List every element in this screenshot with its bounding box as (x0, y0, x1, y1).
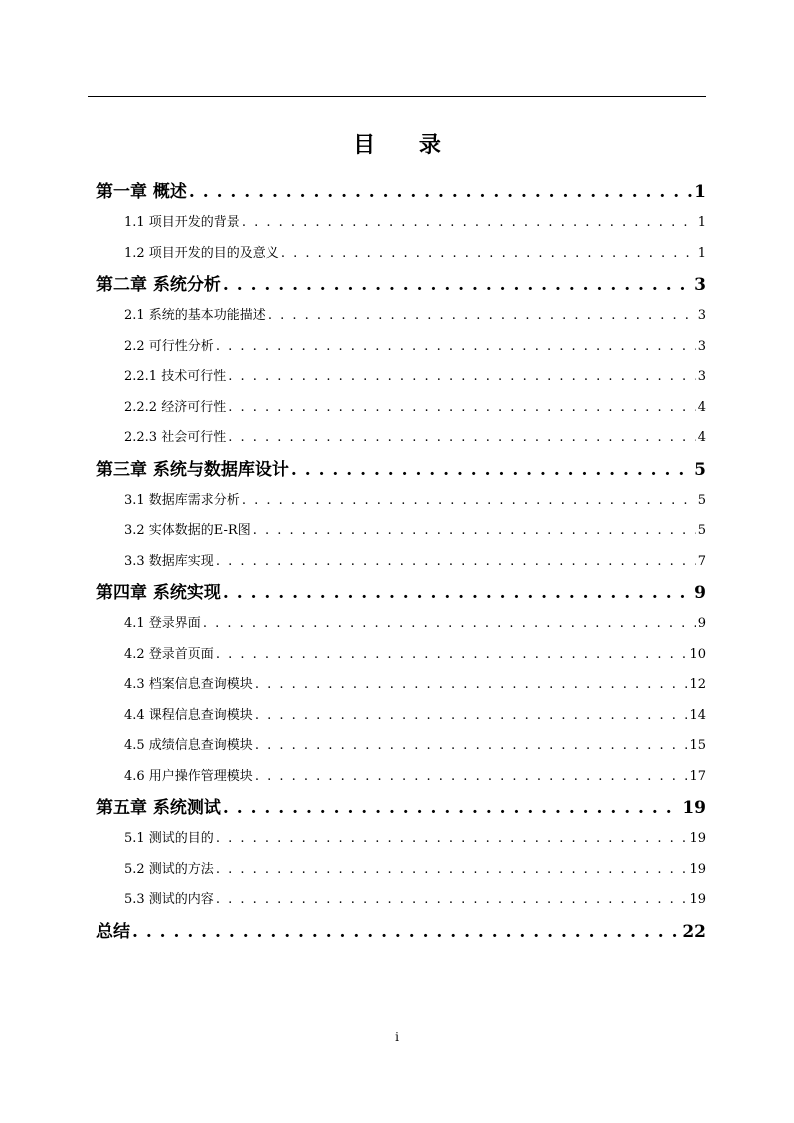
toc-dot-leader (255, 731, 688, 762)
toc-section-entry[interactable] (96, 208, 706, 239)
toc-entry-label: 第一章 概述 (96, 182, 187, 202)
toc-dot-leader (216, 855, 688, 886)
table-of-contents (96, 176, 706, 948)
toc-title: 目 录 (353, 132, 459, 158)
toc-entry-label: 3.3 数据库实现 (124, 553, 214, 569)
toc-section-entry[interactable] (96, 332, 706, 363)
toc-section-entry[interactable] (96, 547, 706, 578)
toc-section-entry[interactable] (96, 640, 706, 671)
toc-dot-leader (281, 239, 696, 270)
toc-entry-page: 19 (682, 798, 706, 818)
toc-section-entry[interactable] (96, 609, 706, 640)
toc-section-entry[interactable] (96, 762, 706, 793)
toc-entry-label: 2.2.2 经济可行性 (124, 399, 227, 415)
toc-entry-page: 19 (689, 892, 706, 907)
toc-dot-leader (253, 516, 696, 547)
toc-entry-page: 14 (689, 707, 706, 723)
toc-entry-page: 7 (697, 553, 706, 569)
toc-entry-label: 4.5 成绩信息查询模块 (124, 738, 253, 753)
toc-dot-leader (255, 762, 688, 793)
toc-chapter-entry[interactable] (96, 454, 706, 486)
toc-entry-label: 第四章 系统实现 (96, 583, 221, 603)
toc-section-entry[interactable] (96, 301, 706, 332)
page-number: i (395, 1030, 399, 1044)
toc-entry-label: 4.1 登录界面 (124, 616, 201, 631)
toc-entry-page: 9 (697, 616, 706, 631)
toc-dot-leader (216, 547, 696, 578)
toc-dot-leader (223, 792, 680, 824)
toc-dot-leader (228, 423, 696, 454)
toc-section-entry[interactable] (96, 670, 706, 701)
toc-entry-label: 5.2 测试的方法 (124, 861, 214, 877)
toc-section-entry[interactable] (96, 516, 706, 547)
toc-entry-page: 22 (682, 921, 706, 942)
toc-entry-page: 1 (697, 215, 706, 230)
toc-section-entry[interactable] (96, 362, 706, 393)
toc-section-entry[interactable] (96, 731, 706, 762)
toc-entry-page: 3 (697, 338, 706, 354)
toc-dot-leader (291, 454, 692, 486)
toc-dot-leader (223, 577, 692, 609)
toc-entry-label: 2.1 系统的基本功能描述 (124, 308, 266, 323)
toc-dot-leader (223, 269, 692, 301)
toc-dot-leader (255, 701, 688, 732)
toc-entry-label: 2.2.1 技术可行性 (124, 369, 227, 384)
toc-entry-label: 第二章 系统分析 (96, 275, 221, 295)
toc-entry-page: 19 (689, 861, 706, 877)
toc-entry-page: 3 (694, 275, 706, 295)
toc-entry-page: 5 (697, 492, 706, 508)
toc-dot-leader (189, 176, 692, 208)
toc-dot-leader (216, 332, 696, 363)
toc-section-entry[interactable] (96, 486, 706, 517)
toc-entry-page: 19 (689, 831, 706, 846)
toc-entry-label: 4.4 课程信息查询模块 (124, 707, 253, 723)
toc-chapter-entry[interactable] (96, 176, 706, 208)
toc-section-entry[interactable] (96, 885, 706, 916)
toc-entry-page: 4 (697, 430, 706, 445)
toc-dot-leader (228, 362, 696, 393)
toc-dot-leader (228, 393, 696, 424)
toc-entry-page: 10 (689, 646, 706, 662)
toc-section-entry[interactable] (96, 824, 706, 855)
toc-dot-leader (203, 609, 696, 640)
toc-entry-label: 第三章 系统与数据库设计 (96, 459, 289, 480)
toc-section-entry[interactable] (96, 393, 706, 424)
toc-section-entry[interactable] (96, 855, 706, 886)
toc-chapter-entry[interactable] (96, 916, 706, 948)
toc-chapter-entry[interactable] (96, 792, 706, 824)
toc-entry-page: 3 (697, 308, 706, 323)
toc-section-entry[interactable] (96, 701, 706, 732)
toc-entry-page: 5 (697, 523, 706, 538)
toc-entry-label: 4.6 用户操作管理模块 (124, 768, 253, 784)
toc-dot-leader (216, 824, 688, 855)
toc-dot-leader (132, 916, 680, 948)
toc-dot-leader (268, 301, 696, 332)
toc-entry-label: 5.3 测试的内容 (124, 892, 214, 907)
toc-section-entry[interactable] (96, 423, 706, 454)
toc-entry-label: 5.1 测试的目的 (124, 831, 214, 846)
toc-entry-page: 12 (689, 677, 706, 692)
toc-entry-label: 4.2 登录首页面 (124, 646, 214, 662)
toc-entry-label: 3.2 实体数据的E-R图 (124, 523, 251, 538)
toc-entry-page: 1 (694, 182, 706, 202)
toc-entry-page: 15 (689, 738, 706, 753)
toc-entry-page: 4 (697, 399, 706, 415)
toc-dot-leader (255, 670, 688, 701)
toc-section-entry[interactable] (96, 239, 706, 270)
toc-entry-page: 17 (689, 768, 706, 784)
toc-dot-leader (242, 208, 696, 239)
toc-entry-page: 9 (694, 583, 706, 603)
toc-entry-label: 1.1 项目开发的背景 (124, 215, 240, 230)
toc-entry-label: 3.1 数据库需求分析 (124, 492, 240, 508)
toc-entry-label: 2.2.3 社会可行性 (124, 430, 227, 445)
toc-entry-page: 5 (694, 459, 706, 480)
toc-dot-leader (242, 486, 696, 517)
toc-chapter-entry[interactable] (96, 577, 706, 609)
toc-dot-leader (216, 885, 688, 916)
toc-chapter-entry[interactable] (96, 269, 706, 301)
toc-entry-page: 1 (697, 245, 706, 261)
toc-entry-label: 4.3 档案信息查询模块 (124, 677, 253, 692)
header-rule (88, 96, 706, 97)
toc-entry-label: 2.2 可行性分析 (124, 338, 214, 354)
toc-dot-leader (216, 640, 688, 671)
toc-entry-label: 1.2 项目开发的目的及意义 (124, 245, 279, 261)
toc-entry-label: 总结 (96, 921, 130, 942)
toc-entry-label: 第五章 系统测试 (96, 798, 221, 818)
toc-entry-page: 3 (697, 369, 706, 384)
